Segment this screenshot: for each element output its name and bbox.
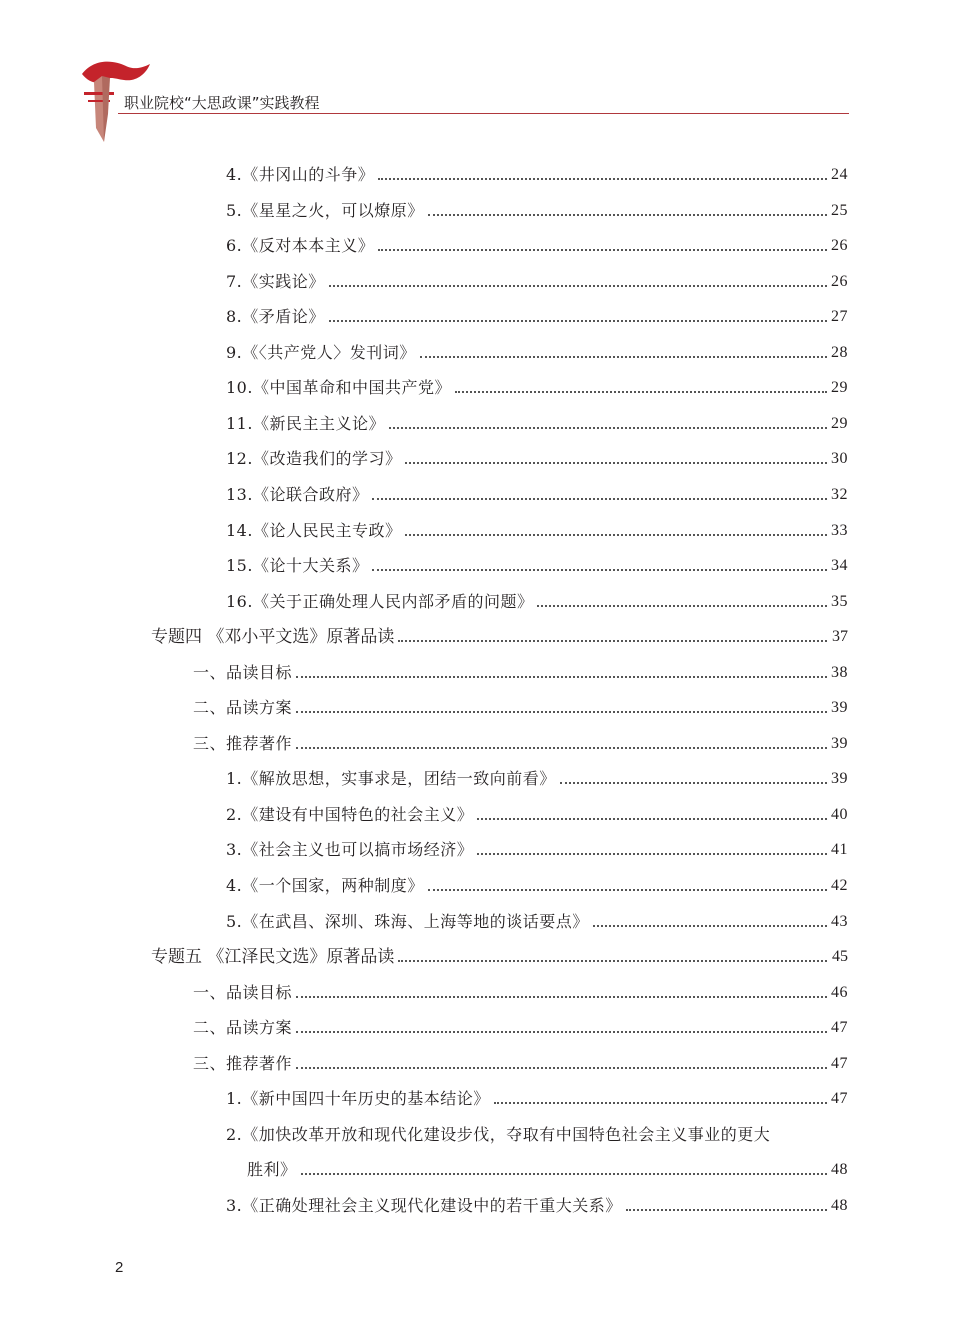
toc-page-number: 46	[831, 983, 848, 1001]
toc-entry	[226, 870, 848, 896]
toc-page-number: 39	[831, 770, 848, 788]
toc-section-entry	[193, 977, 848, 1003]
toc-entry-title: 2.《建设有中国特色的社会主义》	[226, 804, 474, 824]
toc-section-entry	[193, 1048, 848, 1074]
toc-entry	[226, 408, 848, 434]
toc-leader-dots	[378, 177, 827, 180]
toc-section-entry	[193, 657, 848, 683]
toc-section-entry	[193, 692, 848, 718]
toc-entry-title: 1.《新中国四十年历史的基本结论》	[226, 1089, 490, 1109]
toc-leader-dots	[494, 1101, 827, 1104]
toc-entry	[226, 337, 848, 363]
toc-leader-dots	[405, 461, 827, 464]
toc-leader-dots	[296, 1066, 827, 1069]
toc-page-number: 29	[831, 414, 848, 432]
toc-entry-title: 3.《正确处理社会主义现代化建设中的若干重大关系》	[226, 1195, 622, 1215]
toc-entry-title: 3.《社会主义也可以搞市场经济》	[226, 840, 474, 860]
toc-entry	[247, 1154, 848, 1180]
page-number: 2	[115, 1259, 124, 1276]
toc-leader-dots	[420, 355, 827, 358]
toc-page-number: 39	[831, 699, 848, 717]
toc-entry	[226, 550, 848, 576]
toc-entry-title: 二、品读方案	[193, 698, 293, 718]
toc-entry	[226, 799, 848, 825]
toc-leader-dots	[593, 924, 827, 927]
toc-leader-dots	[389, 426, 827, 429]
toc-entry-title: 7.《实践论》	[226, 271, 325, 291]
toc-entry-title: 12.《改造我们的学习》	[226, 449, 402, 469]
toc-entry-title: 5.《在武昌、深圳、珠海、上海等地的谈话要点》	[226, 911, 589, 931]
toc-page-number: 43	[831, 912, 848, 930]
toc-entry-title: 8.《矛盾论》	[226, 307, 325, 327]
toc-page-number: 41	[831, 841, 848, 859]
toc-leader-dots	[378, 248, 827, 251]
toc-entry	[226, 443, 848, 469]
toc-entry-title: 14.《论人民民主专政》	[226, 520, 402, 540]
toc-leader-dots	[537, 604, 827, 607]
toc-entry-title: 胜利》	[247, 1160, 297, 1180]
toc-leader-dots	[560, 781, 827, 784]
toc-entry-title: 专题五 《江泽民文选》原著品读	[151, 947, 395, 968]
toc-leader-dots	[329, 319, 827, 322]
toc-page-number: 27	[831, 308, 848, 326]
toc-page-number: 28	[831, 343, 848, 361]
toc-entry	[226, 230, 848, 256]
toc-entry	[226, 515, 848, 541]
toc-page-number: 47	[831, 1090, 848, 1108]
toc-leader-dots	[296, 710, 827, 713]
toc-entry	[226, 906, 848, 932]
toc-leader-dots	[477, 852, 827, 855]
toc-entry	[226, 1190, 848, 1216]
toc-leader-dots	[296, 1030, 827, 1033]
toc-entry	[226, 586, 848, 612]
toc-page-number: 24	[831, 166, 848, 183]
toc-entry	[226, 1083, 848, 1109]
toc-leader-dots	[329, 284, 827, 287]
toc-entry-title: 6.《反对本本主义》	[226, 236, 375, 256]
toc-page-number: 38	[831, 663, 848, 681]
toc-leader-dots	[398, 959, 827, 962]
toc-entry-title: 4.《井冈山的斗争》	[226, 165, 375, 184]
toc-entry-title: 二、品读方案	[193, 1018, 293, 1038]
toc-entry-title: 2.《加快改革开放和现代化建设步伐，夺取有中国特色社会主义事业的更大	[226, 1124, 771, 1144]
toc-leader-dots	[428, 213, 827, 216]
toc-page-number: 40	[831, 805, 848, 823]
toc-entry-title: 4.《一个国家，两种制度》	[226, 876, 424, 895]
toc-page-number: 25	[831, 201, 848, 219]
toc-page-number: 34	[831, 557, 848, 575]
toc-entry	[226, 372, 848, 398]
toc-leader-dots	[405, 533, 827, 536]
toc-entry	[226, 834, 848, 860]
toc-leader-dots	[428, 888, 827, 891]
toc-leader-dots	[296, 675, 827, 678]
toc-page-number: 30	[831, 450, 848, 468]
toc-section-entry	[193, 728, 848, 754]
toc-leader-dots	[301, 1172, 827, 1175]
toc-leader-dots	[372, 568, 827, 571]
toc-entry-title: 专题四 《邓小平文选》原著品读	[151, 627, 395, 648]
toc-section-entry	[193, 1012, 848, 1038]
toc-entry	[226, 479, 848, 505]
toc-page-number: 33	[831, 521, 848, 539]
toc-topic-entry	[151, 621, 848, 647]
toc-entry	[226, 195, 848, 221]
toc-entry-title: 15.《论十大关系》	[226, 556, 369, 576]
toc-entry	[226, 763, 848, 789]
toc-leader-dots	[372, 497, 827, 500]
toc-leader-dots	[455, 390, 827, 393]
toc-entry	[226, 301, 848, 327]
toc-entry-title: 一、品读目标	[193, 982, 293, 1002]
toc-entry-title: 10.《中国革命和中国共产党》	[226, 378, 451, 398]
toc-page-number: 47	[831, 1054, 848, 1072]
toc-leader-dots	[398, 639, 827, 642]
toc-entry-title: 9.《〈共产党人〉发刊词》	[226, 342, 416, 362]
toc-topic-entry	[151, 941, 848, 967]
toc-page-number: 29	[831, 379, 848, 397]
toc-entry-title: 13.《论联合政府》	[226, 484, 369, 504]
toc-leader-dots	[296, 995, 827, 998]
toc-page-number: 35	[831, 592, 848, 610]
toc-leader-dots	[626, 1208, 827, 1211]
toc-entry-title: 11.《新民主主义论》	[226, 413, 385, 433]
toc-entry	[226, 1119, 848, 1145]
toc-entry-title: 三、推荐著作	[193, 733, 293, 753]
toc-page-number: 48	[831, 1196, 848, 1214]
toc-page-number: 48	[831, 1161, 848, 1179]
toc-page-number: 32	[831, 485, 848, 503]
toc-page-number: 47	[831, 1019, 848, 1037]
toc-leader-dots	[477, 817, 827, 820]
toc-page-number: 26	[831, 272, 848, 290]
toc-page-number: 37	[832, 628, 848, 646]
toc-entry-title: 三、推荐著作	[193, 1053, 293, 1073]
toc-entry	[226, 266, 848, 292]
header-divider	[118, 113, 849, 114]
toc-page-number: 26	[831, 237, 848, 255]
toc-entry-title: 一、品读目标	[193, 662, 293, 682]
toc-page-number: 39	[831, 734, 848, 752]
toc-entry-title: 1.《解放思想，实事求是，团结一致向前看》	[226, 769, 556, 789]
toc-page-number: 42	[831, 877, 848, 894]
header-title: 职业院校“大思政课”实践教程	[124, 94, 320, 112]
toc-leader-dots	[296, 746, 827, 749]
toc-page-number: 45	[832, 948, 848, 966]
toc-entry	[226, 159, 848, 185]
toc-entry-title: 16.《关于正确处理人民内部矛盾的问题》	[226, 591, 534, 611]
toc-entry-title: 5.《星星之火，可以燎原》	[226, 200, 424, 220]
